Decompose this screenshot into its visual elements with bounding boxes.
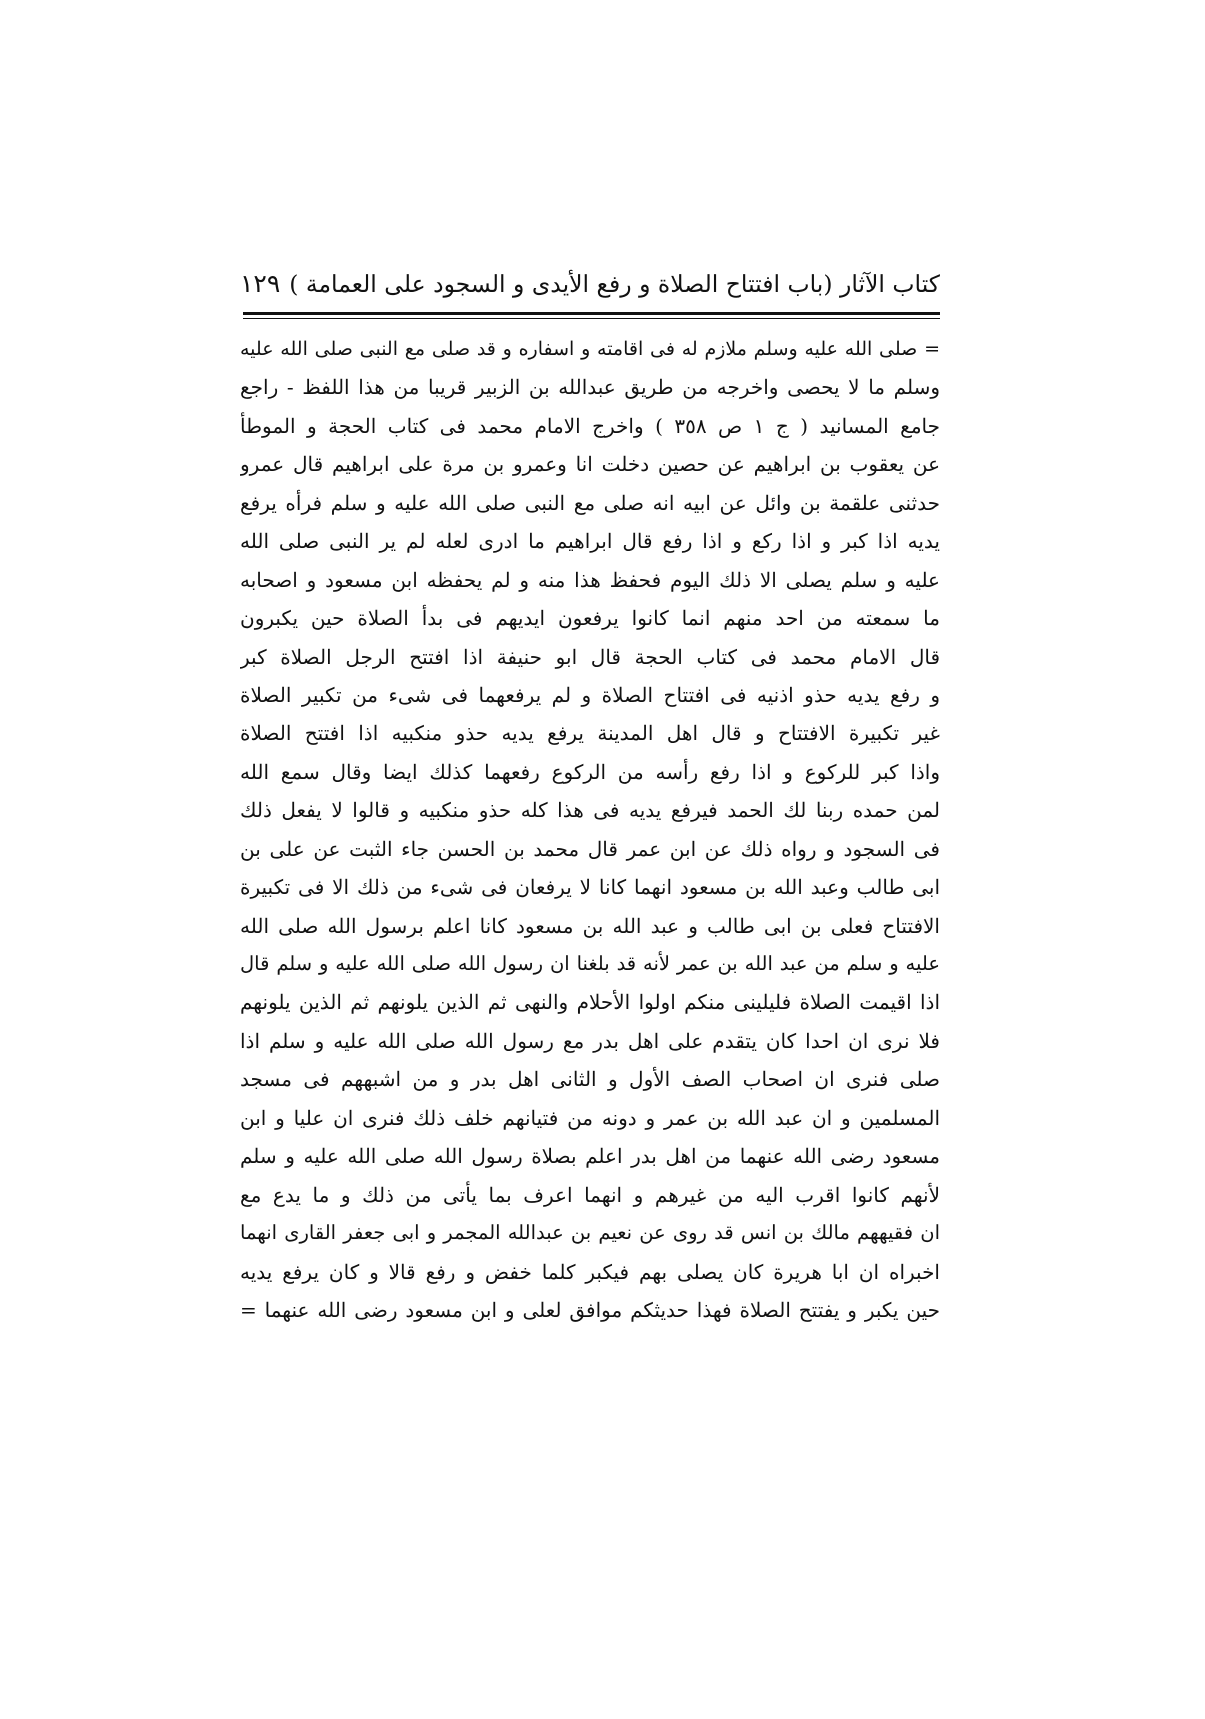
text-line: فى السجود و رواه ذلك عن ابن عمر قال محمد بن الحسن جاء الثبت عن على بن xyxy=(240,836,940,861)
text-line: ان فقيههم مالك بن انس قد روى عن نعيم بن عبدالله المجمر و ابى جعفر القارى انهما xyxy=(240,1221,940,1245)
text-line: غير تكبيرة الافتتاح و قال اهل المدينة يرفع يديه حذو منكبيه اذا افتتح الصلاة xyxy=(240,721,940,746)
text-line: اخبراه ان ابا هريرة كان يصلى بهم فيكبر كلما خفض و رفع قالا و كان يرفع يديه xyxy=(240,1259,940,1284)
text-line: فلا نرى ان احدا كان يتقدم على اهل بدر مع رسول الله صلى الله عليه و سلم اذا xyxy=(240,1028,940,1053)
body-text xyxy=(240,330,940,1329)
page-number: ١٢٩ xyxy=(240,269,281,298)
text-line: اذا اقيمت الصلاة فليلينى منكم اولوا الأحلام والنهى ثم الذين يلونهم ثم الذين يلونهم xyxy=(240,990,940,1015)
running-header xyxy=(240,262,940,306)
text-line: عن يعقوب بن ابراهيم عن حصين دخلت انا وعمرو بن مرة على ابراهيم قال عمرو xyxy=(240,452,940,477)
text-line: المسلمين و ان عبد الله بن عمر و دونه من فتيانهم خلف ذلك فنرى ان عليا و ابن xyxy=(240,1105,940,1130)
text-line: مسعود رضى الله عنهما من اهل بدر اعلم بصلاة رسول الله صلى الله عليه و سلم xyxy=(240,1144,940,1169)
text-line: و رفع يديه حذو اذنيه فى افتتاح الصلاة و لم يرفعهما فى شىء من تكبير الصلاة xyxy=(240,682,940,707)
text-line: = صلى الله عليه وسلم ملازم له فى اقامته و اسفاره و قد صلى مع النبى صلى الله عليه xyxy=(240,338,940,360)
text-line: عليه و سلم يصلى الا ذلك اليوم فحفظ هذا منه و لم يحفظه ابن مسعود و اصحابه xyxy=(240,567,940,592)
text-line: لمن حمده ربنا لك الحمد فيرفع يديه فى هذا كله حذو منكبيه و قالوا لا يفعل ذلك xyxy=(240,798,940,823)
text-line: لأنهم كانوا اقرب اليه من غيرهم و انهما اعرف بما يأتى من ذلك و ما يدع مع xyxy=(240,1182,940,1207)
text-line: صلى فنرى ان اصحاب الصف الأول و الثانى اهل بدر و من اشبههم فى مسجد xyxy=(240,1067,940,1092)
header-title: كتاب الآثار (باب افتتاح الصلاة و رفع الأيدى و السجود على العمامة ) xyxy=(289,270,940,298)
text-line: جامع المسانيد ( ج ١ ص ٣٥٨ ) واخرج الامام محمد فى كتاب الحجة و الموطأ xyxy=(240,413,940,438)
text-line: ما سمعته من احد منهم انما كانوا يرفعون ايديهم فى بدأ الصلاة حين يكبرون xyxy=(240,606,940,631)
text-line: واذا كبر للركوع و اذا رفع رأسه من الركوع رفعهما كذلك ايضا وقال سمع الله xyxy=(240,759,940,784)
header-rule-thick xyxy=(243,312,940,315)
text-line: عليه و سلم من عبد الله بن عمر لأنه قد بلغنا ان رسول الله صلى الله عليه و سلم قال xyxy=(240,952,940,975)
text-line: يديه اذا كبر و اذا ركع و اذا رفع قال ابراهيم ما ادرى لعله لم ير النبى صلى الله xyxy=(240,529,940,554)
header-rule-thin xyxy=(243,318,940,319)
text-line: حدثنى علقمة بن وائل عن ابيه انه صلى مع النبى صلى الله عليه و سلم فرأه يرفع xyxy=(240,490,940,515)
text-line: وسلم ما لا يحصى واخرجه من طريق عبدالله بن الزبير قريبا من هذا اللفظ - راجع xyxy=(240,375,940,400)
text-line: الافتتاح فعلى بن ابى طالب و عبد الله بن مسعود كانا اعلم برسول الله صلى الله xyxy=(240,913,940,938)
text-line: قال الامام محمد فى كتاب الحجة قال ابو حنيفة اذا افتتح الرجل الصلاة كبر xyxy=(240,644,940,669)
text-line: حين يكبر و يفتتح الصلاة فهذا حديثكم موافق لعلى و ابن مسعود رضى الله عنهما = xyxy=(240,1297,940,1322)
text-line: ابى طالب وعبد الله بن مسعود انهما كانا لا يرفعان فى شىء من ذلك الا فى تكبيرة xyxy=(240,875,940,900)
